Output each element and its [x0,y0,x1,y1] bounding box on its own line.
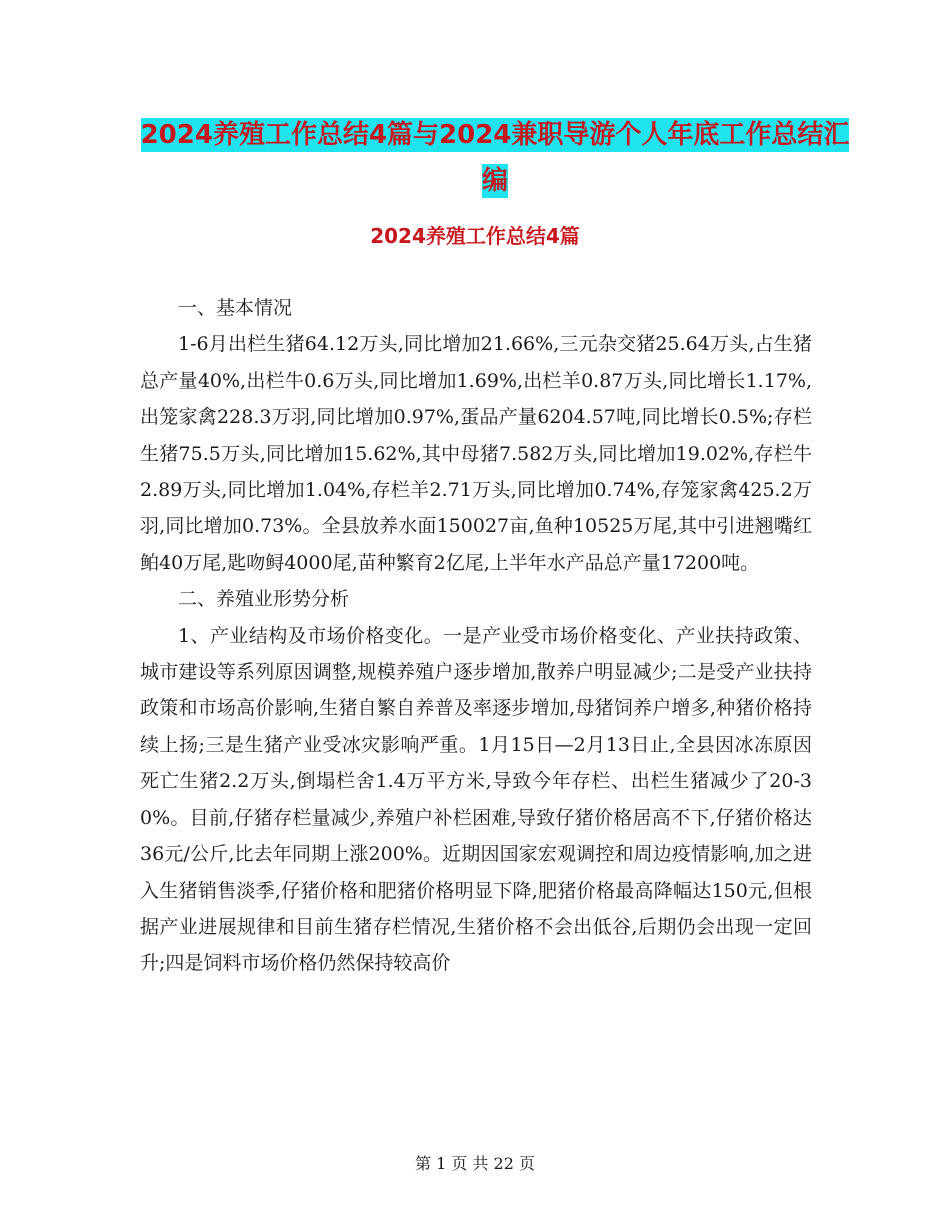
heading-basic-situation: 一、基本情况 [178,297,293,319]
paragraph-market-analysis: 1、产业结构及市场价格变化。一是产业受市场价格变化、产业扶持政策、城市建设等系列原因调整,规模养殖户逐步增加,散养户明显减少;二是受产业扶持政策和市场高价影响,生猪自繁自养普及率逐步增加,母猪饲养户增多,种猪价格持续上扬;三是生猪产业受冰灾影响严重。1月15日—2月13日止,全县因冰冻原因死亡生猪2.2万头,倒塌栏舍1.4万平方米,导致今年存栏、出栏生猪减少了20-30%。目前,仔猪存栏量减少,养殖户补栏困难,导致仔猪价格居高不下,仔猪价格达36元/公斤,比去年同期上涨200%。近期因国家宏观调控和周边疫情影响,加之进入生猪销售淡季,仔猪价格和肥猪价格明显下降,肥猪价格最高降幅达150元,但根据产业进展规律和目前生猪存栏情况,生猪价格不会出低谷,后期仍会出现一定回升;四是饲料市场价格仍然保持较高价 [140,624,812,975]
document-title [140,112,850,204]
heading-situation-analysis: 二、养殖业形势分析 [178,588,350,611]
section-title: 2024养殖工作总结4篇 [370,224,580,248]
paragraph-basic-data: 1-6月出栏生猪64.12万头,同比增加21.66%,三元杂交猪25.64万头,占生猪总产量40%,出栏牛0.6万头,同比增加1.69%,出栏羊0.87万头,同比增长1.17%,出笼家禽228.3万羽,同比增加0.97%,蛋品产量6204.57吨,同比增长0.5%;存栏生猪75.5万头,同比增加15.62%,其中母猪7.582万头,同比增加19.02%,存栏牛2.89万头,同比增加1.04%,存栏羊2.71万头,同比增加0.74%,存笼家禽425.2万羽,同比增加0.73%。全县放养水面150027亩,鱼种10525万尾,其中引进翘嘴红鲌40万尾,匙吻鲟4000尾,苗种繁育2亿尾,上半年水产品总产量17200吨。 [140,333,812,574]
page-footer: 第 1 页 共 22 页 [415,1154,535,1173]
document-body [140,290,812,982]
document-title-text: 2024养殖工作总结4篇与2024兼职导游个人年底工作总结汇编 [140,120,850,196]
